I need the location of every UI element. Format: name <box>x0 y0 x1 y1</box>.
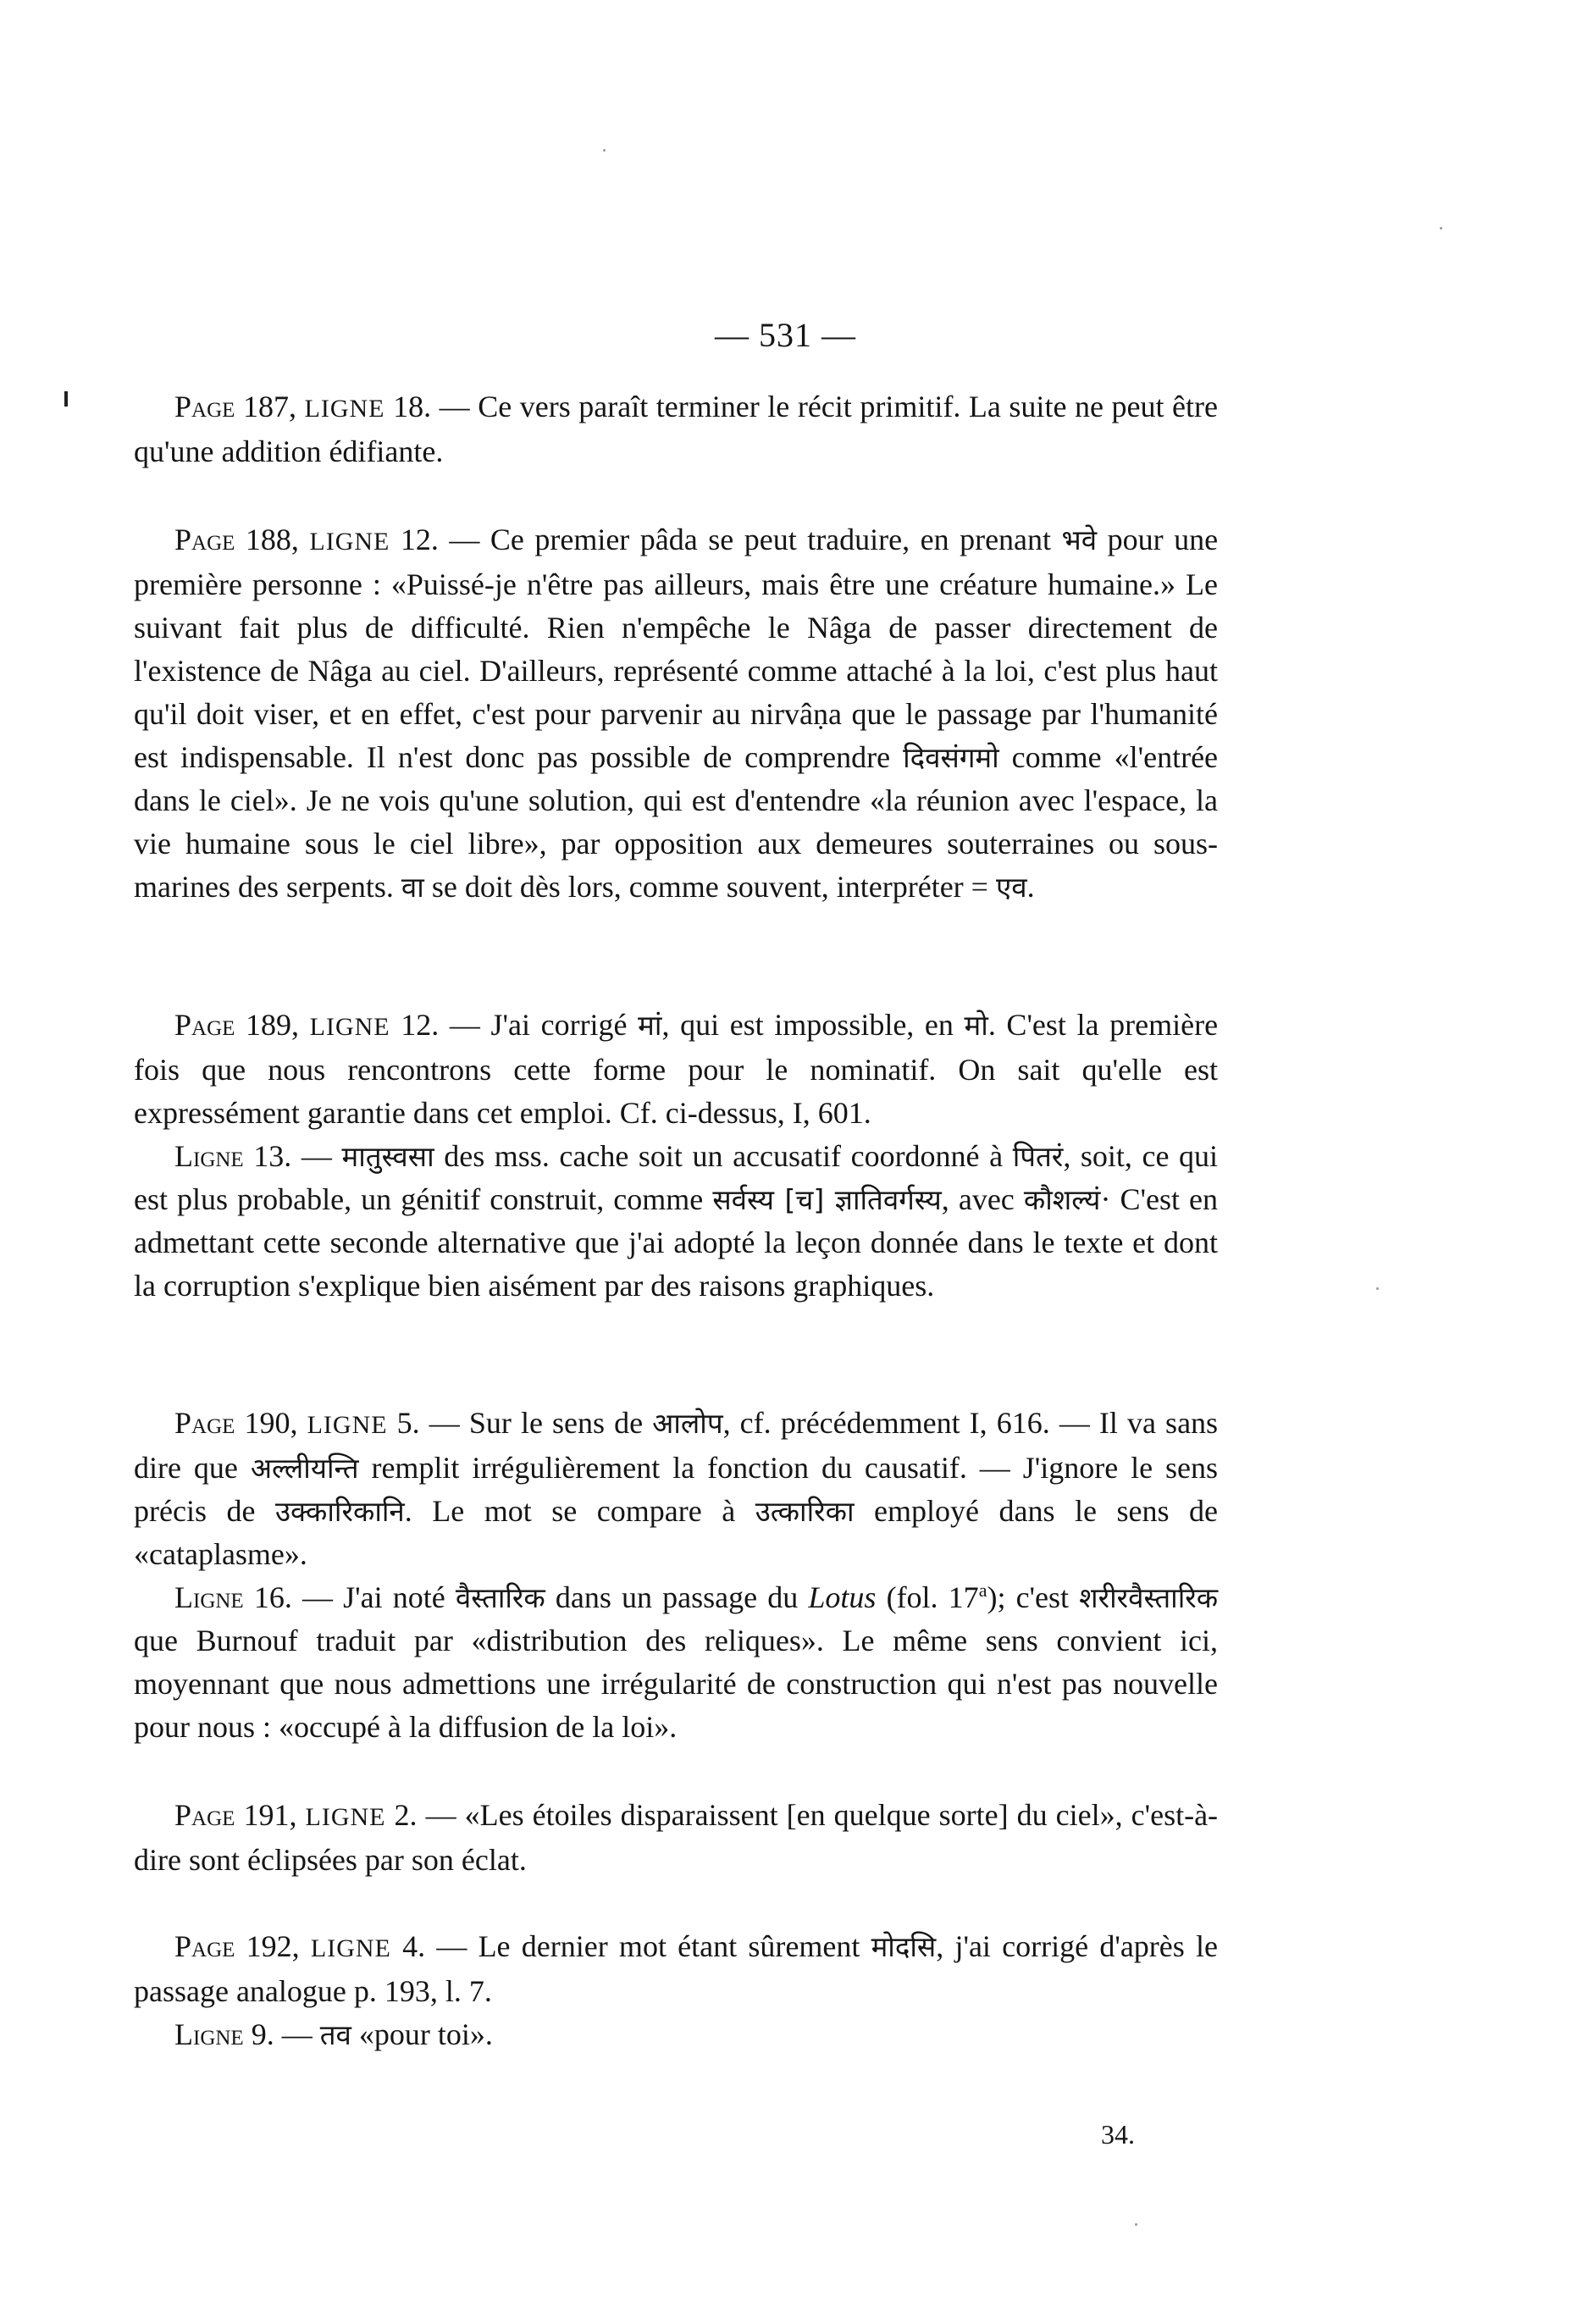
note-page-189 <box>134 1004 1218 1308</box>
note-text: . <box>1026 870 1035 904</box>
note-paragraph: Page 191, LIGNE 2. — «Les étoiles disparaissent [en quelque sorte] du ciel», c'est-à-dire sont éclipsées par son éclat. <box>134 1798 1219 1877</box>
note-text: «pour toi». <box>358 2017 493 2051</box>
page-ref: 192 <box>246 1929 292 1963</box>
devanagari-term: तव <box>319 2018 351 2051</box>
note-text: — Ce vers paraît terminer le récit primitif. La suite ne peut être qu'une addition édifiante. <box>134 390 1219 468</box>
note-text: , qui est impossible, en <box>661 1008 954 1042</box>
note-paragraph: Page 187, LIGNE 18. — Ce vers paraît terminer le récit primitif. La suite ne peut être qu'une addition édifiante. <box>134 390 1219 468</box>
note-text: . Le mot se compare à <box>404 1494 736 1528</box>
devanagari-term: आलोप <box>652 1407 723 1440</box>
page-label: Page <box>174 390 235 423</box>
note-text: des mss. cache soit un accusatif coordonné à <box>444 1139 1004 1173</box>
line-ref: 4. <box>402 1929 426 1963</box>
note-paragraph: Page 188, LIGNE 12. — Ce premier pâda se peut traduire, en prenant भवे pour une première personne : «Puissé-je n'être pas ailleurs, mais être une créature humaine.» Le suivant fait plus de difficulté. Rien n'empêche le Nâga de passer directement de l'existence de Nâga au ciel. D'ailleurs, représenté comme attaché à la loi, c'est plus haut qu'il doit viser, et en effet, c'est pour parvenir au nirvâṇa que le passage par l'humanité est indispensable. Il n'est donc pas possible de comprendre दिवसंगमो comme «l'entrée dans le ciel». Je ne vois qu'une solution, qui est d'entendre «la réunion avec l'espace, la vie humaine sous le ciel libre», par opposition aux demeures souterraines ou sous-marines des serpents. वा se doit dès lors, comme souvent, interpréter = एव. <box>134 523 1219 904</box>
line-label: Ligne <box>174 1139 244 1173</box>
line-ref: 12. <box>401 1008 440 1042</box>
scan-speck <box>1376 1287 1379 1290</box>
devanagari-term: उक्कारिकानि <box>274 1495 405 1528</box>
page-ref: 187 <box>242 390 289 423</box>
line-ref: 5. <box>396 1406 420 1440</box>
note-text: — Sur le sens de <box>429 1406 644 1440</box>
note-text: — <box>301 1139 332 1173</box>
note-text: — J'ai noté <box>301 1580 445 1614</box>
line-ref: 12. <box>400 523 439 556</box>
line-label: LIGNE <box>310 1934 391 1962</box>
line-ref: 16. <box>253 1580 292 1614</box>
line-label: Ligne <box>174 1580 244 1614</box>
page-label: Page <box>174 1798 235 1832</box>
note-paragraph: Page 190, LIGNE 5. — Sur le sens de आलोप, cf. précédemment I, 616. — Il va sans dire que अल्लीयन्ति remplit irrégulièrement la fonction du causatif. — J'ignore le sens précis de उक्कारिकानि. Le mot se compare à उत्कारिका employé dans le sens de «cataplasme». <box>134 1406 1219 1571</box>
folio-superscript: a <box>978 1580 987 1601</box>
line-label: LIGNE <box>307 1411 388 1439</box>
signature-mark: 34. <box>1101 2119 1135 2150</box>
devanagari-term: मातुस्वसा <box>341 1140 434 1173</box>
page-ref: 190 <box>244 1406 290 1440</box>
devanagari-term: शरीरवैस्तारिक <box>1079 1581 1219 1614</box>
note-text: , avec <box>941 1182 1015 1216</box>
devanagari-term: कौशल्यं <box>1023 1183 1101 1216</box>
note-text: se doit dès lors, comme souvent, interpréter = <box>431 870 988 904</box>
scan-speck <box>1135 2223 1137 2226</box>
devanagari-term: अल्लीयन्ति <box>250 1452 359 1485</box>
note-text: — <box>281 2017 313 2051</box>
note-paragraph-ligne-16 <box>134 1576 1218 1749</box>
note-text: · C'est en admettant cette seconde alternative que j'ai adopté la leçon donnée dans le texte et dont la corruption s'explique bien aisément par des raisons graphiques. <box>134 1182 1219 1303</box>
devanagari-term: एव <box>995 871 1027 904</box>
note-text: que Burnouf traduit par «distribution des reliques». Le même sens convient ici, moyennant que nous admettions une irrégularité de construction qui n'est pas nouvelle pour nous : «occupé à la diffusion de la loi». <box>134 1624 1218 1744</box>
line-label: LIGNE <box>305 1803 386 1831</box>
note-page-191 <box>134 1794 1218 1882</box>
note-page-190 <box>134 1402 1218 1749</box>
page-ref: 188 <box>245 523 291 556</box>
page-label: Page <box>174 1929 235 1963</box>
scan-speck <box>1440 227 1442 230</box>
note-text: (fol. 17 <box>886 1580 979 1614</box>
note-text: , cf. précédemment I, 616. — Il va sans dire que <box>134 1406 1219 1485</box>
page-ref: 191 <box>243 1798 290 1832</box>
note-text: comme «l'entrée dans le ciel». Je ne vois qu'une solution, qui est d'entendre «la réunion avec l'espace, la vie humaine sous le ciel libre», par opposition aux demeures souterraines ou sous-marines des serpents. <box>134 740 1219 904</box>
page-label: Page <box>174 1008 235 1042</box>
devanagari-term: पितरं <box>1012 1140 1064 1173</box>
line-label: LIGNE <box>304 395 385 423</box>
page-label: Page <box>174 523 235 556</box>
line-label: LIGNE <box>309 1013 390 1041</box>
note-text: ); c'est <box>987 1580 1070 1614</box>
margin-mark <box>64 391 68 407</box>
note-paragraph: Page 189, LIGNE 12. — J'ai corrigé मां, qui est impossible, en मो. C'est la première fois que nous rencontrons cette forme pour le nominatif. On sait qu'elle est expressément garantie dans cet emploi. Cf. ci-dessus, I, 601. <box>134 1008 1219 1130</box>
note-paragraph: Page 192, LIGNE 4. — Le dernier mot étant sûrement मोदसि, j'ai corrigé d'après le passage analogue p. 193, l. 7. <box>134 1929 1218 2008</box>
line-ref: 13. <box>253 1139 292 1173</box>
note-text: . C'est la première fois que nous rencontrons cette forme pour le nominatif. On sait qu'elle est expressément garantie dans cet emploi. Cf. ci-dessus, I, 601. <box>134 1008 1219 1130</box>
line-label: Ligne <box>174 2017 244 2051</box>
page-number: — 531 — <box>715 316 856 354</box>
devanagari-term: दिवसंगमो <box>903 741 999 774</box>
note-text: , j'ai corrigé d'après le passage analogue p. 193, l. 7. <box>134 1929 1218 2008</box>
note-page-192 <box>134 1925 1218 2056</box>
line-ref: 18. <box>393 390 432 423</box>
note-text: — J'ai corrigé <box>449 1008 628 1042</box>
devanagari-term: मोदसि <box>871 1930 937 1963</box>
devanagari-term: मां <box>638 1009 662 1042</box>
scan-speck <box>603 149 606 152</box>
line-ref: 9. <box>251 2017 274 2051</box>
devanagari-term: भवे <box>1061 523 1098 556</box>
devanagari-term: उत्कारिका <box>755 1495 855 1528</box>
italic-title: Lotus <box>808 1580 877 1614</box>
note-text: employé dans le sens de «cataplasme». <box>134 1494 1218 1571</box>
line-ref: 2. <box>394 1798 418 1832</box>
note-text: — Le dernier mot étant sûrement <box>436 1929 860 1963</box>
devanagari-term: सर्वस्य [च] ज्ञातिवर्गस्य <box>712 1183 942 1216</box>
note-page-188 <box>134 518 1218 909</box>
page-ref: 189 <box>246 1008 292 1042</box>
note-text: remplit irrégulièrement la fonction du causatif. — J'ignore le sens précis de <box>134 1451 1219 1528</box>
page-label: Page <box>174 1406 235 1440</box>
note-text: — Ce premier pâda se peut traduire, en prenant <box>449 523 1052 556</box>
note-text: — «Les étoiles disparaissent [en quelque sorte] du ciel», c'est-à-dire sont éclipsées par son éclat. <box>134 1798 1219 1877</box>
devanagari-term: मो <box>964 1009 988 1042</box>
devanagari-term: वैस्तारिक <box>455 1581 545 1614</box>
note-page-187 <box>134 385 1218 473</box>
devanagari-term: वा <box>401 871 424 904</box>
note-text: , soit, ce qui est plus probable, un génitif construit, comme <box>134 1139 1219 1216</box>
line-label: LIGNE <box>309 528 390 556</box>
note-paragraph-ligne-13 <box>134 1135 1218 1308</box>
note-paragraph-ligne-9 <box>134 2013 1218 2056</box>
note-text: dans un passage du <box>555 1580 799 1614</box>
note-text: pour une première personne : «Puissé-je n'être pas ailleurs, mais être une créature humaine.» Le suivant fait plus de difficulté. Rien n'empêche le Nâga de passer directement de l'existence de Nâga au ciel. D'ailleurs, représenté comme attaché à la loi, c'est plus haut qu'il doit viser, et en effet, c'est pour parvenir au nirvâṇa que le passage par l'humanité est indispensable. Il n'est donc pas possible de comprendre <box>134 523 1219 774</box>
